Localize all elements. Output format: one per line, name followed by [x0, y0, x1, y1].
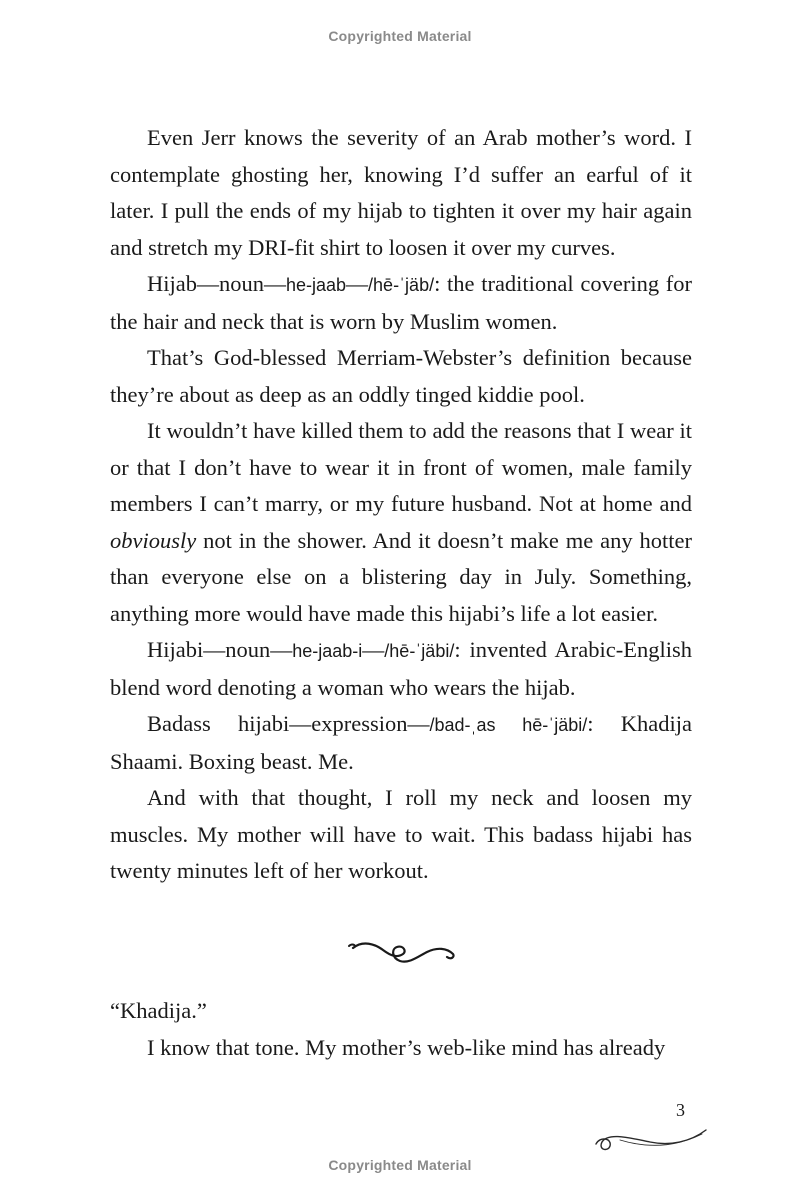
dash: — [289, 711, 312, 736]
ipa: /hē-ˈjäb/ [368, 275, 435, 295]
ipa: /bad-ˌas hē-ˈjäbi/ [429, 715, 588, 735]
definition-text: : the traditional covering for the hair and neck that is worn by Muslim women. [110, 271, 692, 334]
page-number: 3 [676, 1100, 685, 1120]
paragraph: Even Jerr knows the severity of an Arab mother’s word. I contemplate ghosting her, knowing I’d suffer an earful of it later. I pull the ends of my hijab to tighten it over my hair again and stretch my DRI-fit shirt to loosen it over my curves. [110, 125, 692, 260]
dash: — [407, 711, 430, 736]
dash: — [264, 271, 286, 296]
term: Badass hijabi [147, 711, 290, 736]
definition-text: : invented Arabic-English blend word denoting a woman who wears the hijab. [110, 637, 692, 700]
copyright-watermark-bottom: Copyrighted Material [328, 1157, 472, 1173]
paragraph: And with that thought, I roll my neck and loosen my muscles. My mother will have to wait. This badass hijabi has twenty minutes left of her workout. [110, 785, 692, 883]
paragraph [110, 413, 692, 632]
phonetic: he-jaab-i [292, 641, 363, 661]
part-of-speech: expression [311, 711, 408, 736]
definition-text: : Khadija Shaami. Boxing beast. Me. [110, 711, 692, 774]
footer-swash-icon [590, 1120, 710, 1156]
term: Hijabi [147, 637, 204, 662]
dash: — [197, 271, 219, 296]
paragraph: That’s God-blessed Merriam-Webster’s definition because they’re about as deep as an oddly tinged kiddie pool. [110, 345, 692, 407]
copyright-watermark-top: Copyrighted Material [328, 28, 472, 44]
definition-hijabi [110, 632, 692, 706]
definition-badass-hijabi [110, 706, 692, 780]
paragraph: I know that tone. My mother’s web-like mind has already [147, 1034, 666, 1060]
dialogue: “Khadija.” [110, 998, 207, 1023]
definition-hijab [110, 266, 692, 340]
emphasis: obviously [110, 527, 197, 553]
text-run: not in the shower. And it doesn’t make me any hotter than everyone else on a blistering day in July. Something, anything more would have made this hijabi’s life a lot easier. [110, 527, 692, 626]
dash: — [346, 271, 369, 296]
part-of-speech: noun [219, 271, 264, 296]
ipa: /hē-ˈjäbi/ [384, 641, 455, 661]
text-run: It wouldn’t have killed them to add the reasons that I wear it or that I don’t have to wear it in front of women, male family members I can’t marry, or my future husband. Not at home and [110, 418, 692, 516]
dash: — [203, 637, 226, 662]
dash: — [270, 637, 293, 662]
part-of-speech: noun [225, 637, 271, 662]
dash: — [362, 637, 385, 662]
body-text-continued [110, 993, 692, 1066]
phonetic: he-jaab [286, 275, 347, 295]
term: Hijab [147, 271, 197, 296]
body-text [110, 120, 692, 890]
section-break-ornament-icon [345, 930, 460, 975]
